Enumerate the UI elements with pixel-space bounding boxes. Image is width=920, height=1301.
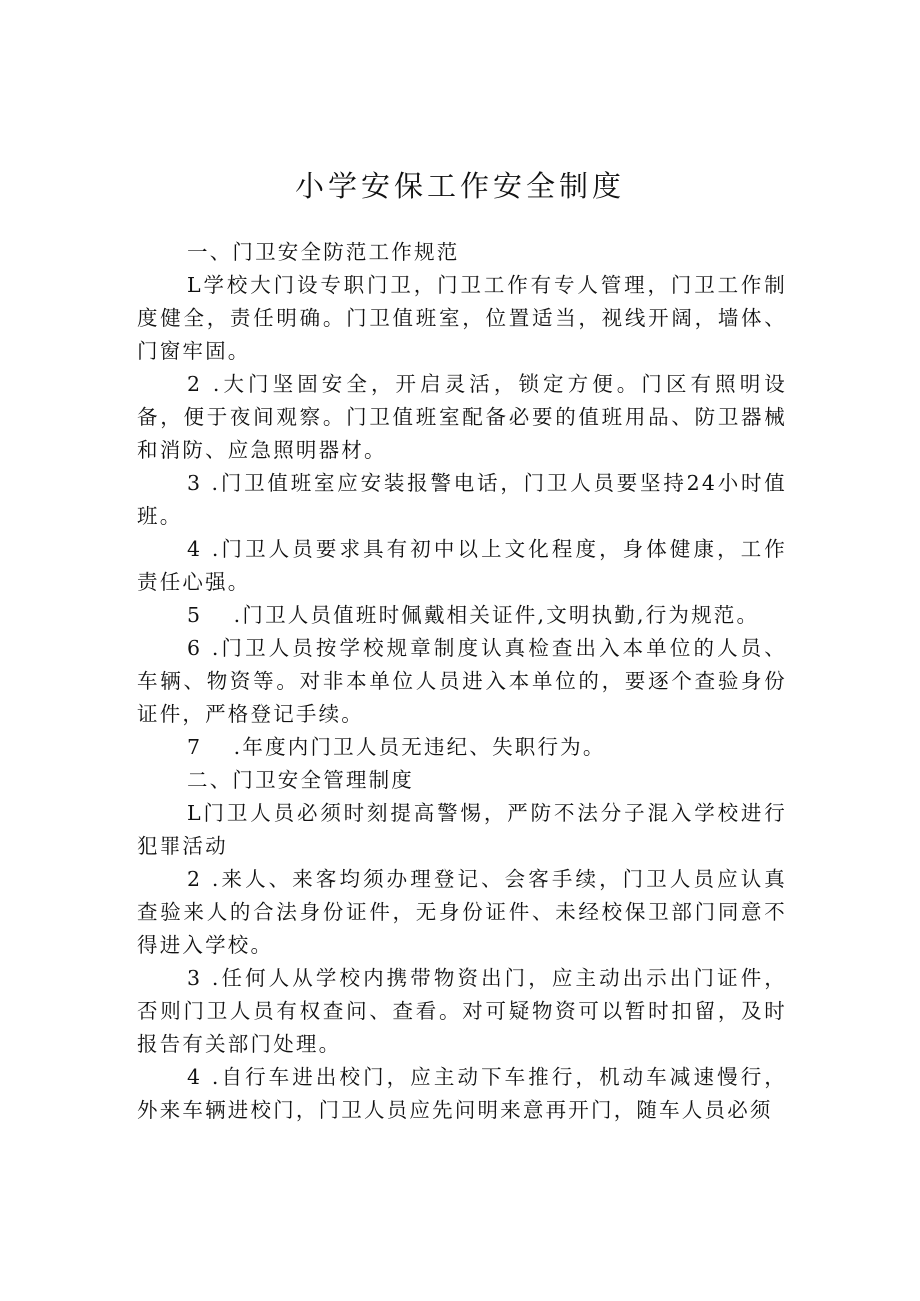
document-title: 小学安保工作安全制度: [294, 169, 625, 203]
paragraph: 2 .大门坚固安全，开启灵活，锁定方便。门区有照明设备，便于夜间观察。门卫值班室配备必要的值班用品、防卫器械和消防、应急照明器材。: [137, 372, 787, 462]
paragraph: 3 .任何人从学校内携带物资出门，应主动出示出门证件，否则门卫人员有权查问、查看。对可疑物资可以暂时扣留，及时报告有关部门处理。: [137, 966, 787, 1056]
paragraph: 4 .自行车进出校门，应主动下车推行，机动车减速慢行，外来车辆进校门，门卫人员应先问明来意再开门，随车人员必须: [137, 1065, 787, 1122]
paragraph: 2 .来人、来客均须办理登记、会客手续，门卫人员应认真查验来人的合法身份证件，无身份证件、未经校保卫部门同意不得进入学校。: [137, 867, 787, 957]
paragraph: 4 .门卫人员要求具有初中以上文化程度，身体健康，工作责任心强。: [137, 537, 787, 594]
paragraph: 7 .年度内门卫人员无违纪、失职行为。: [187, 735, 606, 759]
document-body: [137, 236, 787, 1127]
paragraph: 3 .门卫值班室应安装报警电话，门卫人员要坚持24小时值班。: [137, 471, 787, 528]
paragraph: 6 .门卫人员按学校规章制度认真检查出入本单位的人员、车辆、物资等。对非本单位人员进入本单位的，要逐个查验身份证件，严格登记手续。: [137, 636, 787, 726]
paragraph: L门卫人员必须时刻提高警惕，严防不法分子混入学校进行犯罪活动: [137, 801, 787, 858]
section-heading: 二、门卫安全管理制度: [187, 768, 414, 792]
paragraph: 5 .门卫人员值班时佩戴相关证件,文明执勤,行为规范。: [187, 603, 760, 627]
paragraph: L学校大门设专职门卫，门卫工作有专人管理，门卫工作制度健全，责任明确。门卫值班室，位置适当，视线开阔，墙体、门窗牢固。: [137, 273, 787, 363]
section-heading: 一、门卫安全防范工作规范: [187, 240, 460, 264]
